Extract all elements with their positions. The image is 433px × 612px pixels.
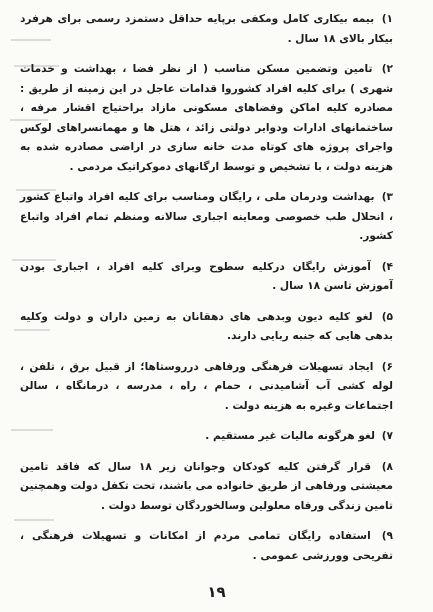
item-text: آموزش رایگان درکلیه سطوح وبرای کلیه افراد ، اجباری بودن آموزش تاسن ۱۸ سال .	[20, 260, 393, 292]
item-text: قرار گرفتن کلیه کودکان وجوانان زیر ۱۸ سال که فاقد تامین معیشتی ورفاهی از طریق خانواده می باشند، تحت تکفل دولت وهمچنین تامین زندگی ورفاه معلولین وسالخوردگان توسط دولت .	[20, 460, 393, 512]
item-number: ۲)	[381, 63, 393, 75]
item-number: ۶)	[381, 360, 393, 373]
item-text: بیمه بیکاری کامل ومکفی برپایه حداقل دستمزد رسمی برای هرفرد بیکار بالای ۱۸ سال .	[20, 13, 393, 45]
list-item	[20, 60, 393, 177]
item-number: ۱)	[381, 13, 393, 25]
item-text: ایجاد تسهیلات فرهنگی ورفاهی درروستاها؛ از قبیل برق ، تلفن ، لوله کشی آب آشامیدنی ، حمام ، راه ، مدرسه ، درمانگاه ، سالن اجتماعات وغیره به هزینه دولت .	[20, 360, 393, 412]
list-item	[20, 10, 393, 49]
list-item	[20, 358, 393, 417]
item-number: ۵)	[381, 310, 393, 323]
item-text: لغو کلیه دیون وبدهی های دهقانان به زمین داران و دولت وکلیه بدهی هایی که جنبه ربایی دارند.	[20, 310, 393, 342]
item-number: ۴)	[381, 260, 393, 273]
list-item	[20, 308, 393, 347]
list-item	[20, 258, 393, 297]
document-body	[20, 10, 393, 566]
item-text: لغو هرگونه مالیات غیر مستقیم .	[205, 430, 375, 442]
item-text: تامین وتضمین مسکن مناسب ( از نظر فضا ، بهداشت و خدمات شهری ) برای کلیه افراد کشوروا قدامات عاجل در این زمینه از طریق : مصادره کلیه اماکن وفضاهای مسکونی مازاد براحتیاج اقشار مرفه ، ساختمانهای ادارات ودوایر دولتی زائد ، هتل ها و مهمانسراهای لوکس واجرای پروژه های کوتاه مدت خانه سازی در اراضی مصادره شده به هزینه دولت ، با تشخیص و توسط ارگانهای دموکراتیک مردمی .	[20, 63, 393, 173]
page-number: ۱۹	[207, 583, 226, 601]
list-item	[20, 527, 393, 566]
bleed-through-marks	[6, 0, 66, 612]
item-text: استفاده رایگان تمامی مردم از امکانات و تسهیلات فرهنگی ، تفریحی وورزشی عمومی .	[20, 530, 393, 562]
list-item	[20, 458, 393, 517]
list-item	[20, 427, 393, 447]
item-number: ۳)	[381, 191, 393, 203]
item-number: ۷)	[381, 430, 393, 442]
item-number: ۸)	[381, 460, 393, 473]
item-number: ۹)	[381, 530, 393, 542]
item-text: بهداشت ودرمان ملی ، رایگان ومناسب برای کلیه افراد واتباع کشور ، انحلال طب خصوصی ومعاینه اجباری سالانه ومنظم تمام افراد واتباع کشور.	[20, 191, 393, 242]
list-item	[20, 188, 393, 247]
